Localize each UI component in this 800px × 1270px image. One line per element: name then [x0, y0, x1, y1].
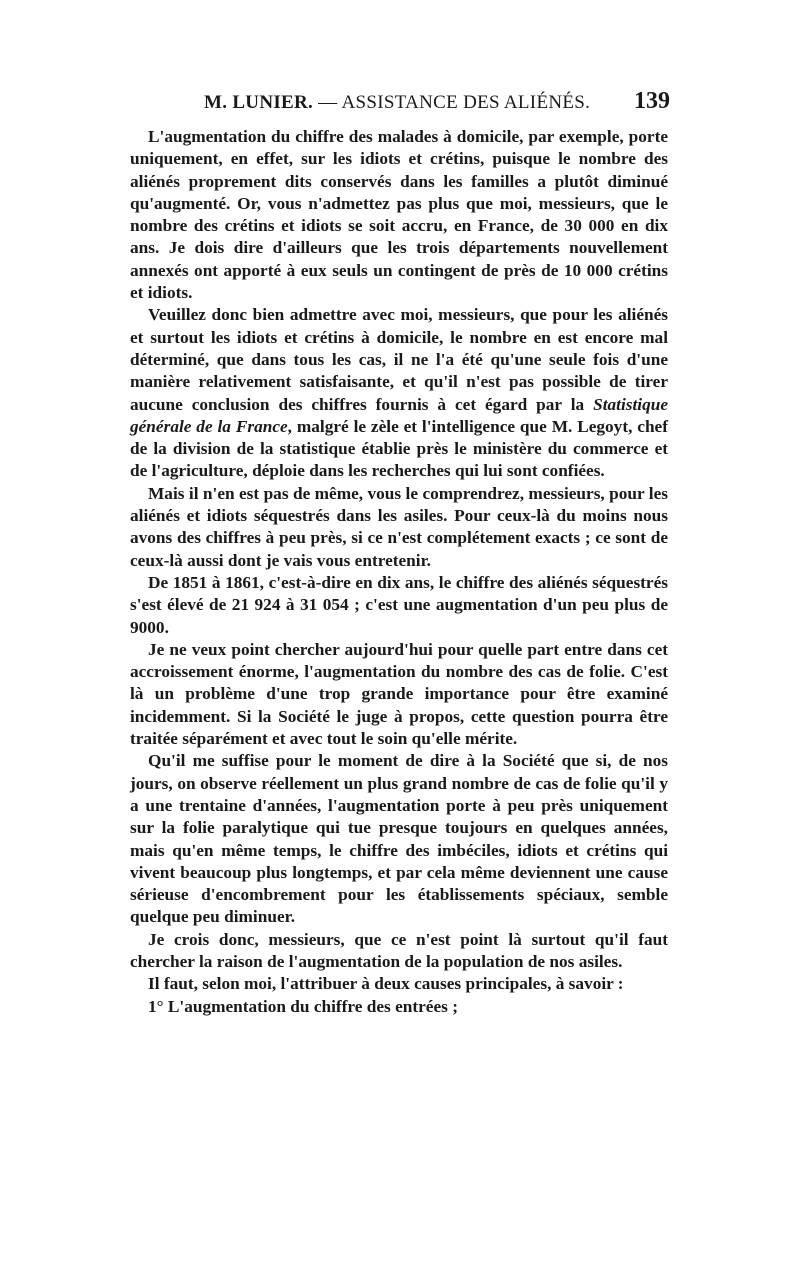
paragraph: Je ne veux point chercher aujourd'hui pour quelle part entre dans cet accroissement énorme, l'augmentation du nombre des cas de folie. C'est là un problème d'une trop grande importance pour être examiné incidemment. Si la Société le juge à propos, cette question pourra être traitée séparément et avec tout le soin qu'elle mérite.	[130, 639, 668, 749]
paragraph: Mais il n'en est pas de même, vous le comprendrez, messieurs, pour les aliénés et idiots séquestrés dans les asiles. Pour ceux-là du moins nous avons des chiffres à peu près, si ce n'est complétement exacts ; ce sont de ceux-là aussi dont je vais vous entretenir.	[130, 483, 668, 570]
page-body	[130, 126, 668, 1018]
paragraph: 1° L'augmentation du chiffre des entrées ;	[148, 996, 458, 1016]
header-separator: —	[318, 92, 338, 113]
page-number: 139	[634, 88, 670, 114]
page-header	[130, 90, 670, 120]
header-title: ASSISTANCE DES ALIÉNÉS.	[341, 92, 591, 113]
paragraph: Qu'il me suffise pour le moment de dire à la Société que si, de nos jours, on observe réellement un plus grand nombre de cas de folie qu'il y a une trentaine d'années, l'augmentation porte à peu près uniquement sur la folie paralytique qui tue presque toujours en quelques années, mais qu'en même temps, le chiffre des imbéciles, idiots et crétins qui vivent beaucoup plus longtemps, et par cela même deviennent une cause sérieuse d'encombrement pour les établissements spéciaux, semble quelque peu diminuer.	[130, 751, 668, 927]
running-head	[204, 92, 590, 114]
paragraph: Je crois donc, messieurs, que ce n'est point là surtout qu'il faut chercher la raison de l'augmentation de la population de nos asiles.	[130, 929, 668, 971]
publication-title: Statistique générale de la France	[130, 394, 668, 436]
header-author: M. LUNIER.	[204, 92, 314, 113]
paragraph: L'augmentation du chiffre des malades à domicile, par exemple, porte uniquement, en effet, sur les idiots et crétins, puisque le nombre des aliénés proprement dits conservés dans les familles a plutôt diminué qu'augmenté. Or, vous n'admettez pas plus que moi, messieurs, que le nombre des crétins et idiots se soit accru, en France, de 30 000 en dix ans. Je dois dire d'ailleurs que les trois départements nouvellement annexés ont apporté à eux seuls un contingent de près de 10 000 crétins et idiots.	[130, 127, 668, 303]
paragraph: Veuillez donc bien admettre avec moi, messieurs, que pour les aliénés et surtout les idiots et crétins à domicile, le nombre en est encore mal déterminé, que dans tous les cas, il ne l'a été qu'une seule fois d'une manière relativement satisfaisante, et qu'il n'est pas possible de tirer aucune conclusion des chiffres fournis à cet égard par la Statistique générale de la France, malgré le zèle et l'intelligence que M. Legoyt, chef de la division de la statistique établie près le ministère du commerce et de l'agriculture, déploie dans les recherches qui lui sont confiées.	[130, 305, 668, 481]
paragraph: Il faut, selon moi, l'attribuer à deux causes principales, à savoir :	[148, 974, 624, 994]
paragraph: De 1851 à 1861, c'est-à-dire en dix ans, le chiffre des aliénés séquestrés s'est élevé de 21 924 à 31 054 ; c'est une augmentation d'un peu plus de 9000.	[130, 572, 668, 637]
